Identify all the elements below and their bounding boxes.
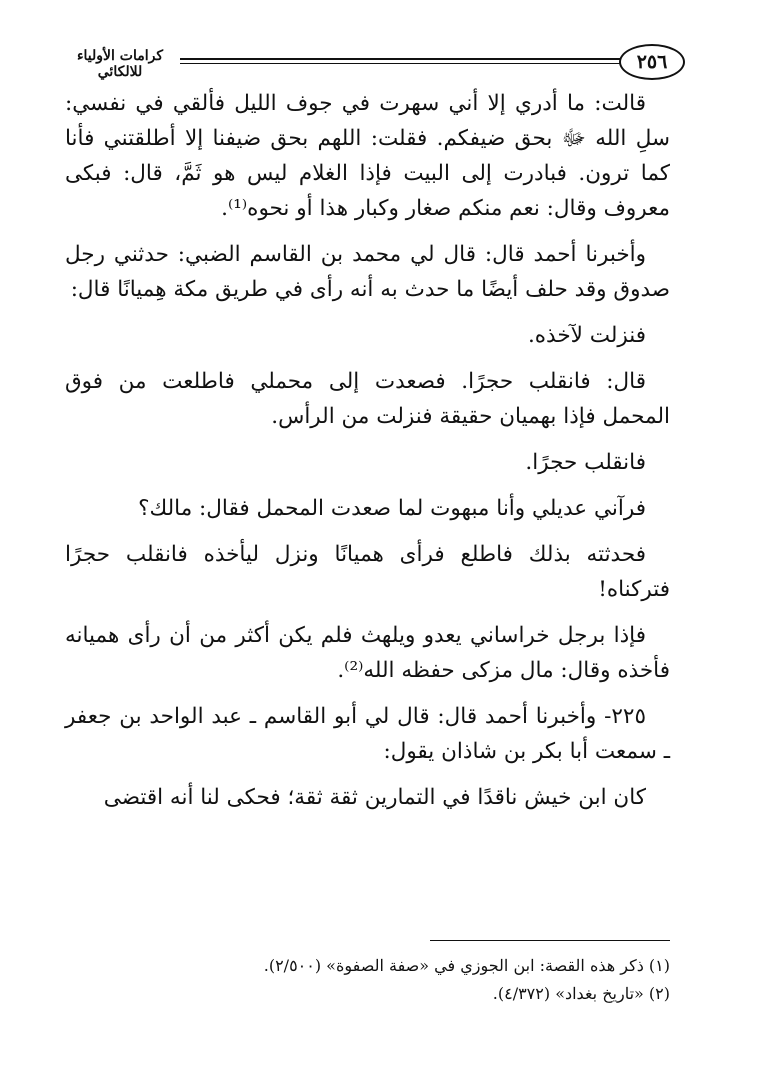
running-title: كرامات الأولياء للالكائي [76, 48, 164, 80]
paragraph: فرآني عديلي وأنا مبهوت لما صعدت المحمل فقال: مالك؟ [138, 496, 646, 521]
paragraph: قالت: ما أدري إلا أني سهرت في جوف الليل فألقي في نفسي: سلِ الله ﷻ بحق ضيفكم. فقلت: اللهم بحق ضيفنا إلا أطلقتني فأنا كما ترون. فبادرت إلى البيت فإذا الغلام ليس هو ثَمَّ، قال: فبكى معروف وقال: نعم منكم صغار وكبار هذا أو نحوه⁽¹⁾. [65, 91, 670, 221]
paragraph: فحدثته بذلك فاطلع فرأى هميانًا ونزل ليأخذه فانقلب حجرًا فتركناه! [65, 542, 670, 602]
paragraph: قال: فانقلب حجرًا. فصعدت إلى محملي فاطلعت من فوق المحمل فإذا بهميان حقيقة فنزلت من الرأس. [65, 369, 670, 429]
page-header [60, 42, 685, 82]
paragraph: ٢٢٥- وأخبرنا أحمد قال: قال لي أبو القاسم ـ عبد الواحد بن جعفر ـ سمعت أبا بكر بن شاذان يقول: [65, 704, 670, 764]
footnotes [110, 952, 670, 1008]
paragraph: وأخبرنا أحمد قال: قال لي محمد بن القاسم الضبي: حدثني رجل صدوق وقد حلف أيضًا ما حدث به أنه رأى في طريق مكة هِميانًا قال: [65, 242, 670, 302]
page-number: ٢٥٦ [619, 44, 685, 80]
footnote: (٢) «تاريخ بغداد» (٤/٣٧٢). [492, 984, 670, 1003]
paragraph: فنزلت لآخذه. [527, 323, 646, 348]
body-text [65, 86, 670, 826]
header-rule [180, 58, 625, 64]
paragraph: كان ابن خيش ناقدًا في التمارين ثقة ثقة؛ فحكى لنا أنه اقتضى [103, 785, 646, 810]
footnote: (١) ذكر هذه القصة: ابن الجوزي في «صفة الصفوة» (٢/٥٠٠). [263, 956, 670, 975]
paragraph: فإذا برجل خراساني يعدو ويلهث فلم يكن أكثر من أن رأى هميانه فأخذه وقال: مال مزكى حفظه الله⁽²⁾. [65, 623, 670, 683]
footnote-rule [430, 940, 670, 941]
paragraph: فانقلب حجرًا. [525, 450, 646, 475]
